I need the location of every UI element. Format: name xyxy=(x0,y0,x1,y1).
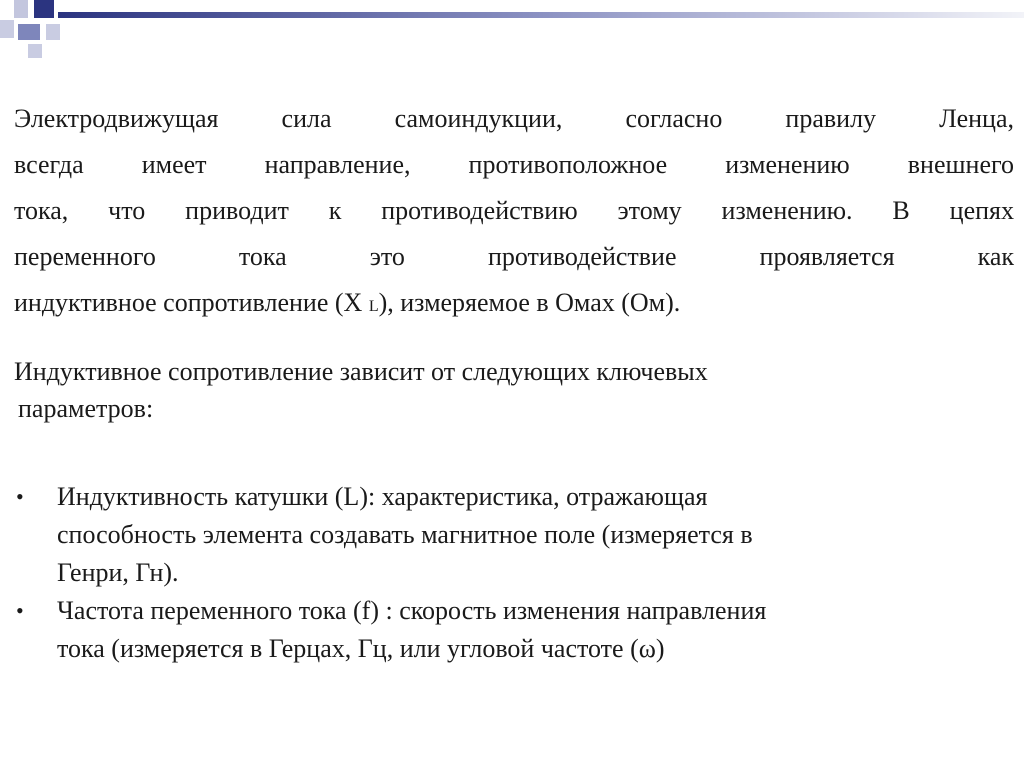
text-line: всегда имеет направление, противоположное изменению внешнего xyxy=(14,150,1014,179)
text-line: Генри, Гн). xyxy=(57,558,179,587)
decor-square xyxy=(14,0,28,18)
header-gradient-bar xyxy=(58,12,1024,18)
text-line: Индуктивность катушки (L): характеристика, отражающая xyxy=(57,482,708,511)
parameter-bullet-list xyxy=(14,478,1014,668)
text-line: тока, что приводит к противодействию этому изменению. В цепях xyxy=(14,196,1014,225)
bullet-icon: • xyxy=(16,598,24,623)
decor-square xyxy=(46,24,60,40)
text-line: Индуктивное сопротивление зависит от следующих ключевых xyxy=(14,357,708,386)
decor-square xyxy=(28,44,42,58)
subscript-l: L xyxy=(368,298,379,315)
text-fragment: индуктивное сопротивление (X xyxy=(14,288,369,317)
text-fragment: ), измеряемое в Омах (Ом). xyxy=(378,288,681,317)
text-line: параметров: xyxy=(18,394,154,423)
text-line: тока (измеряется в Герцах, Гц, или угловой частоте (ω) xyxy=(57,634,665,663)
list-item xyxy=(14,592,1014,668)
text-line: переменного тока это противодействие проявляется как xyxy=(14,242,1014,271)
paragraph-parameters-intro xyxy=(14,353,1014,427)
decor-square xyxy=(0,20,14,38)
decor-square xyxy=(34,0,54,18)
paragraph-lenz-rule xyxy=(14,96,1014,326)
text-line xyxy=(14,280,1014,326)
bullet-icon: • xyxy=(16,484,24,509)
list-item xyxy=(14,478,1014,592)
text-line: способность элемента создавать магнитное поле (измеряется в xyxy=(57,520,753,549)
text-line: Частота переменного тока (f) : скорость изменения направления xyxy=(57,596,767,625)
decor-square xyxy=(18,24,40,40)
text-line: Электродвижущая сила самоиндукции, согласно правилу Ленца, xyxy=(14,104,1014,133)
